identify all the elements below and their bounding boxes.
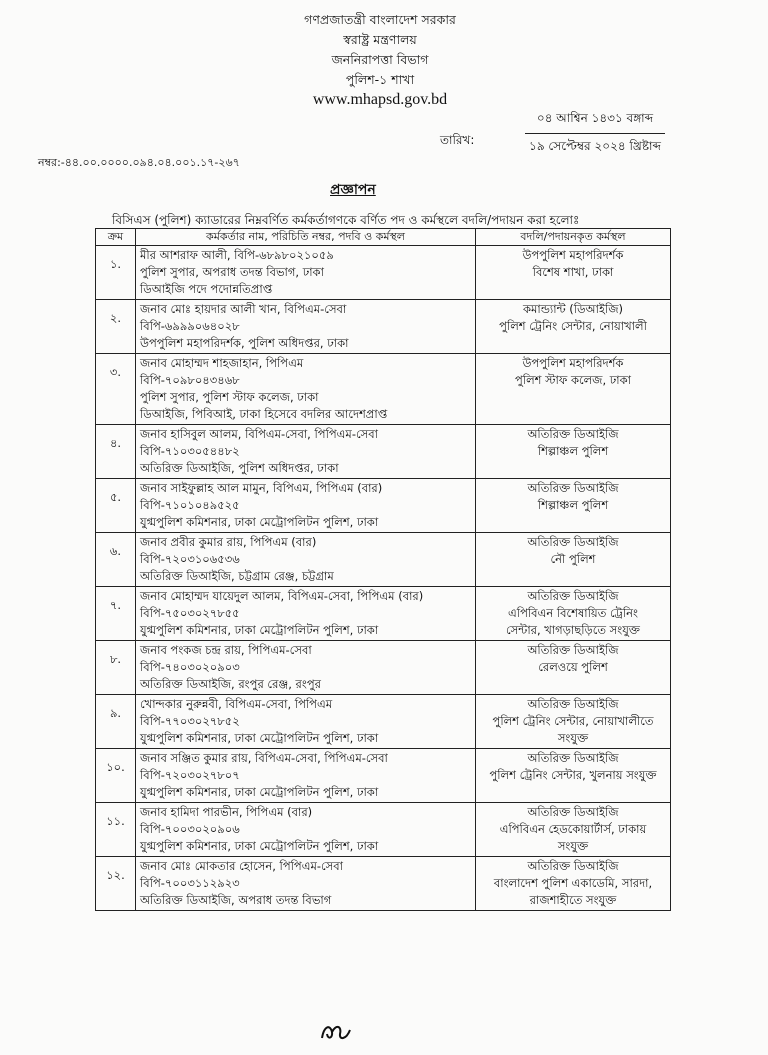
officer-details [136, 354, 476, 425]
posting-destination [476, 695, 671, 749]
officer-details [136, 425, 476, 479]
officer-detail-line: অতিরিক্ত ডিআইজি, অপরাধ তদন্ত বিভাগ [140, 893, 332, 907]
officer-detail-line: অতিরিক্ত ডিআইজি, রংপুর রেঞ্জ, রংপুর [140, 677, 321, 691]
date-block [525, 110, 665, 158]
destination-line: পুলিশ স্টাফ কলেজ, ঢাকা [514, 373, 631, 387]
table-row [96, 246, 671, 300]
officer-detail-line: বিপি-৭৫০৩০২৭৮৫৫ [140, 606, 240, 620]
officer-detail-line: জনাব মোহাম্মদ যায়েদুল আলম, বিপিএম-সেবা, পিপিএম (বার) [140, 589, 424, 603]
serial-number: ২. [96, 300, 136, 354]
officer-detail-line: ডিআইজি পদে পদোন্নতিপ্রাপ্ত [140, 282, 273, 296]
posting-destination [476, 354, 671, 425]
destination-line: রাজশাহীতে সংযুক্ত [529, 893, 617, 907]
serial-number: ৫. [96, 479, 136, 533]
posting-destination [476, 857, 671, 911]
officer-detail-line: বিপি-৭০০৩০২০৯০৬ [140, 822, 240, 836]
destination-line: অতিরিক্ত ডিআইজি [527, 481, 619, 495]
officer-details [136, 749, 476, 803]
officer-details [136, 587, 476, 641]
serial-number: ৪. [96, 425, 136, 479]
division-name: জননিরাপত্তা বিভাগ [331, 52, 429, 67]
header-officer: কর্মকর্তার নাম, পরিচিতি নম্বর, পদবি ও কর্মস্থল [136, 229, 476, 246]
serial-number: ৮. [96, 641, 136, 695]
serial-number: ১১. [96, 803, 136, 857]
posting-destination [476, 479, 671, 533]
date-english: ১৯ সেপ্টেম্বর ২০২৪ খ্রিষ্টাব্দ [529, 139, 661, 153]
serial-number: ৬. [96, 533, 136, 587]
officer-detail-line: উপপুলিশ মহাপরিদর্শক, পুলিশ অধিদপ্তর, ঢাকা [140, 336, 349, 350]
officer-detail-line: যুগ্মপুলিশ কমিশনার, ঢাকা মেট্রোপলিটন পুলিশ, ঢাকা [140, 839, 379, 853]
officer-details [136, 641, 476, 695]
table-row [96, 300, 671, 354]
officer-detail-line: বিপি-৬৯৯৯০৬৪০২৮ [140, 319, 240, 333]
transfer-table [95, 228, 671, 911]
table-header-row [96, 229, 671, 246]
table-row [96, 425, 671, 479]
officer-detail-line: মীর আশরাফ আলী, বিপি-৬৮৯৮০২১০৫৯ [140, 248, 334, 262]
officer-details [136, 533, 476, 587]
officer-detail-line: জনাব হামিদা পারভীন, পিপিএম (বার) [140, 805, 313, 819]
officer-detail-line: পুলিশ সুপার, পুলিশ স্টাফ কলেজ, ঢাকা [140, 390, 319, 404]
destination-line: এপিবিএন বিশেষায়িত ট্রেনিং [508, 606, 638, 620]
officer-detail-line: জনাব সঞ্জিত কুমার রায়, বিপিএম-সেবা, পিপিএম-সেবা [140, 751, 388, 765]
officer-detail-line: পুলিশ সুপার, অপরাধ তদন্ত বিভাগ, ঢাকা [140, 265, 324, 279]
destination-line: শিল্পাঞ্চল পুলিশ [537, 444, 609, 458]
officer-detail-line: জনাব প্রবীর কুমার রায়, পিপিএম (বার) [140, 535, 317, 549]
officer-detail-line: বিপি-৭১০৩০৫৪৪৮২ [140, 444, 240, 458]
destination-line: সংযুক্ত [557, 839, 589, 853]
serial-number: ৭. [96, 587, 136, 641]
officer-detail-line: যুগ্মপুলিশ কমিশনার, ঢাকা মেট্রোপলিটন পুলিশ, ঢাকা [140, 623, 379, 637]
posting-destination [476, 533, 671, 587]
serial-number: ৩. [96, 354, 136, 425]
table-row [96, 749, 671, 803]
officer-detail-line: খোন্দকার নুরুন্নবী, বিপিএম-সেবা, পিপিএম [140, 697, 333, 711]
officer-detail-line: জনাব মোঃ মোকতার হোসেন, পিপিএম-সেবা [140, 859, 344, 873]
officer-detail-line: বিপি-৭০০৩১১২৯২৩ [140, 876, 240, 890]
table-row [96, 354, 671, 425]
destination-line: অতিরিক্ত ডিআইজি [527, 427, 619, 441]
date-bangla: ০৪ আশ্বিন ১৪৩১ বঙ্গাব্দ [525, 110, 665, 134]
document-title: প্রজ্ঞাপন [330, 182, 376, 198]
destination-line: এপিবিএন হেডকোয়ার্টার্স, ঢাকায় [499, 822, 647, 836]
date-label: তারিখ: [440, 133, 475, 147]
posting-destination [476, 425, 671, 479]
officer-details [136, 857, 476, 911]
table-row [96, 587, 671, 641]
table-row [96, 695, 671, 749]
officer-detail-line: অতিরিক্ত ডিআইজি, পুলিশ অধিদপ্তর, ঢাকা [140, 461, 339, 475]
officer-detail-line: বিপি-৭২০৩০২৭৮০৭ [140, 768, 240, 782]
destination-line: পুলিশ ট্রেনিং সেন্টার, খুলনায় সংযুক্ত [489, 768, 657, 782]
destination-line: উপপুলিশ মহাপরিদর্শক [522, 356, 624, 370]
destination-line: সেন্টার, খাগড়াছড়িতে সংযুক্ত [506, 623, 640, 637]
officer-details [136, 803, 476, 857]
officer-detail-line: অতিরিক্ত ডিআইজি, চট্টগ্রাম রেঞ্জ, চট্টগ্রাম [140, 569, 334, 583]
officer-detail-line: বিপি-৭৭০৩০২৭৮৫২ [140, 714, 240, 728]
officer-details [136, 695, 476, 749]
table-row [96, 857, 671, 911]
serial-number: ১০. [96, 749, 136, 803]
posting-destination [476, 749, 671, 803]
destination-line: অতিরিক্ত ডিআইজি [527, 751, 619, 765]
branch-name: পুলিশ-১ শাখা [345, 72, 415, 87]
officer-detail-line: বিপি-৭১০১০৪৯৫২৫ [140, 498, 240, 512]
header-sl: ক্রম [96, 229, 136, 246]
serial-number: ৯. [96, 695, 136, 749]
table-row [96, 641, 671, 695]
serial-number: ১২. [96, 857, 136, 911]
govt-name: গণপ্রজাতন্ত্রী বাংলাদেশ সরকার [304, 12, 456, 27]
posting-destination [476, 246, 671, 300]
officer-detail-line: যুগ্মপুলিশ কমিশনার, ঢাকা মেট্রোপলিটন পুলিশ, ঢাকা [140, 731, 379, 745]
officer-detail-line: যুগ্মপুলিশ কমিশনার, ঢাকা মেট্রোপলিটন পুলিশ, ঢাকা [140, 515, 379, 529]
destination-line: অতিরিক্ত ডিআইজি [527, 697, 619, 711]
officer-detail-line: জনাব মোহাম্মদ শাহজাহান, পিপিএম [140, 356, 304, 370]
officer-detail-line: জনাব পংকজ চন্দ্র রায়, পিপিএম-সেবা [140, 643, 312, 657]
destination-line: শিল্পাঞ্চল পুলিশ [537, 498, 609, 512]
destination-line: উপপুলিশ মহাপরিদর্শক [522, 248, 624, 262]
destination-line: অতিরিক্ত ডিআইজি [527, 805, 619, 819]
officer-detail-line: বিপি-৭০৯৮০৪৩৪৬৮ [140, 373, 240, 387]
posting-destination [476, 300, 671, 354]
destination-line: নৌ পুলিশ [550, 552, 596, 566]
officer-detail-line: জনাব মোঃ হায়দার আলী খান, বিপিএম-সেবা [140, 302, 347, 316]
destination-line: পুলিশ ট্রেনিং সেন্টার, নোয়াখালীতে [492, 714, 654, 728]
destination-line: অতিরিক্ত ডিআইজি [527, 643, 619, 657]
ministry-name: স্বরাষ্ট্র মন্ত্রণালয় [343, 32, 417, 47]
table-row [96, 479, 671, 533]
table-row [96, 803, 671, 857]
officer-detail-line: বিপি-৭২০৩১০৬৫৩৬ [140, 552, 240, 566]
officer-details [136, 479, 476, 533]
destination-line: বিশেষ শাখা, ঢাকা [532, 265, 614, 279]
officer-detail-line: বিপি-৭৪০৩০২০৯০৩ [140, 660, 240, 674]
destination-line: অতিরিক্ত ডিআইজি [527, 859, 619, 873]
website-link[interactable]: www.mhapsd.gov.bd [312, 91, 448, 108]
officer-detail-line: জনাব হাসিবুল আলম, বিপিএম-সেবা, পিপিএম-সেবা [140, 427, 378, 441]
intro-text: বিসিএস (পুলিশ) ক্যাডারের নিম্নবর্ণিত কর্মকর্তাগণকে বর্ণিত পদ ও কর্মস্থলে বদলি/পদায়ন করা হলোঃ [112, 213, 580, 227]
officer-details [136, 246, 476, 300]
header-destination: বদলি/পদায়নকৃত কর্মস্থল [476, 229, 671, 246]
destination-line: সংযুক্ত [557, 731, 589, 745]
signature-mark [318, 1020, 354, 1046]
posting-destination [476, 641, 671, 695]
officer-detail-line: জনাব সাইফুল্লাহ আল মামুন, বিপিএম, পিপিএম (বার) [140, 481, 383, 495]
destination-line: অতিরিক্ত ডিআইজি [527, 589, 619, 603]
destination-line: রেলওয়ে পুলিশ [538, 660, 608, 674]
posting-destination [476, 587, 671, 641]
destination-line: অতিরিক্ত ডিআইজি [527, 535, 619, 549]
destination-line: কমান্ড্যান্ট (ডিআইজি) [522, 302, 624, 316]
destination-line: পুলিশ ট্রেনিং সেন্টার, নোয়াখালী [499, 319, 647, 333]
serial-number: ১. [96, 246, 136, 300]
memo-number: নম্বর:-৪৪.০০.০০০০.০৯৪.০৪.০০১.১৭-২৬৭ [38, 156, 240, 169]
destination-line: বাংলাদেশ পুলিশ একাডেমি, সারদা, [493, 876, 653, 890]
officer-details [136, 300, 476, 354]
posting-destination [476, 803, 671, 857]
officer-detail-line: যুগ্মপুলিশ কমিশনার, ঢাকা মেট্রোপলিটন পুলিশ, ঢাকা [140, 785, 379, 799]
officer-detail-line: ডিআইজি, পিবিআই, ঢাকা হিসেবে বদলির আদেশপ্রাপ্ত [140, 407, 388, 421]
letterhead [230, 10, 530, 110]
table-row [96, 533, 671, 587]
